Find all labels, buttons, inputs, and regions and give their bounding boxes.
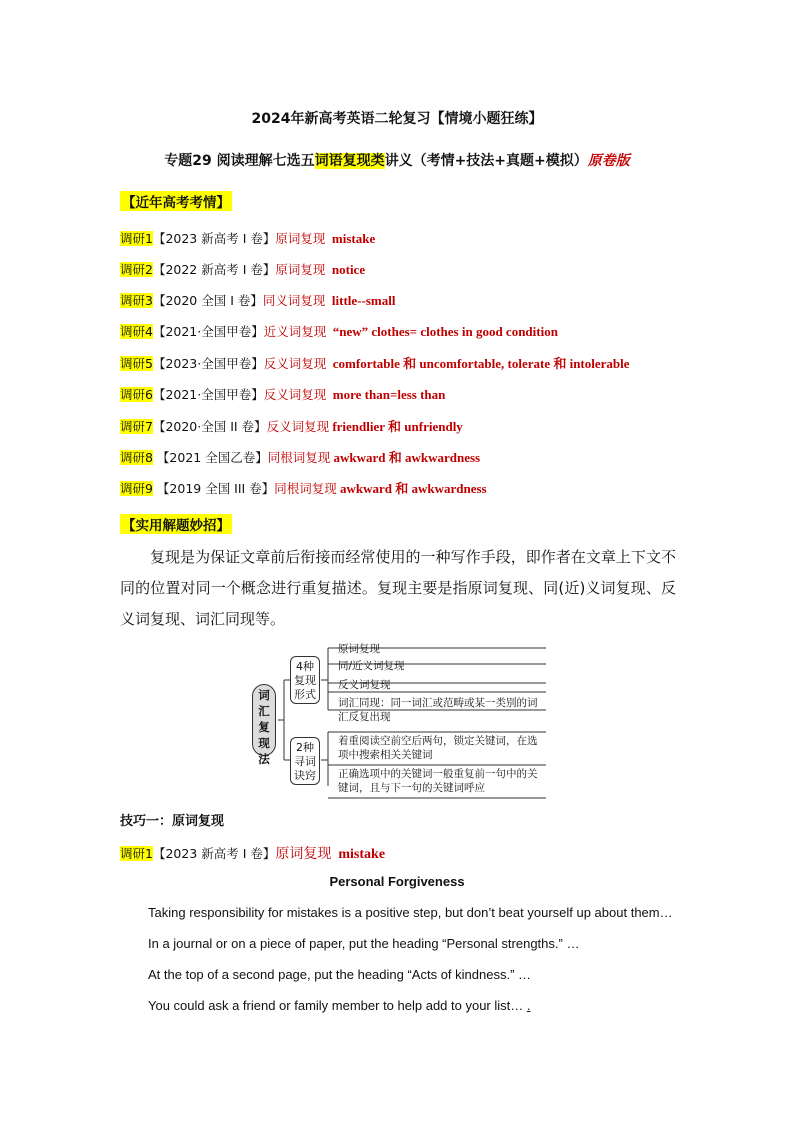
diagram-group-tricks: 2种寻词诀窍 (290, 737, 320, 785)
entry-row (120, 260, 365, 278)
entry-type: 近义词复现 (263, 324, 327, 339)
subtitle-edition: 原卷版 (587, 153, 630, 169)
entry-value: comfortable 和 uncomfortable, tolerate 和 intolerable (332, 356, 630, 371)
intro-paragraph: 复现是为保证文章前后衔接而经常使用的一种写作手段，即作者在文章上下文不同的位置对同一个概念进行重复描述。复现主要是指原词复现、同(近)义词复现、反义词复现、词汇同现等。 (120, 548, 676, 628)
subtitle-content: 讲义（考情+技法+真题+模拟） (384, 153, 588, 169)
passage-blank: . (526, 998, 531, 1013)
entry-source: 【2023 新高考 I 卷】 (152, 846, 276, 861)
entry-label: 调研1 (120, 846, 153, 861)
entry-label: 调研4 (120, 324, 153, 339)
entry-label: 调研8 (120, 450, 153, 465)
document-title: 2024年新高考英语二轮复习【情境小题狂练】 (251, 111, 543, 127)
entry-row (120, 478, 487, 497)
example-entry (120, 843, 385, 863)
entry-type: 同根词复现 (274, 481, 337, 496)
entry-source: 【2021 全国乙卷】 (152, 450, 268, 465)
entry-row (120, 229, 375, 247)
section-heading-exam-trends: 【近年高考考情】 (120, 191, 232, 211)
passage-line (148, 998, 531, 1013)
entry-value: mistake (331, 231, 376, 246)
passage-title: Personal Forgiveness (329, 874, 465, 889)
entry-source: 【2019 全国 III 卷】 (152, 481, 275, 496)
entry-value: mistake (338, 847, 386, 862)
passage-line-text: You could ask a friend or family member to help add to your list… (148, 998, 527, 1013)
entry-source: 【2023 新高考 I 卷】 (152, 231, 276, 246)
entry-type: 反义词复现 (266, 419, 330, 434)
passage-line: In a journal or on a piece of paper, put the heading “Personal strengths.” … (148, 936, 580, 951)
entry-value: awkward 和 awkwardness (339, 481, 487, 496)
entry-value: friendlier 和 unfriendly (332, 419, 463, 434)
diagram-leaf: 原词复现 (338, 643, 380, 655)
document-subtitle (0, 150, 794, 170)
entry-source: 【2021·全国甲卷】 (152, 324, 264, 339)
entry-row (120, 416, 463, 435)
entry-type: 原词复现 (275, 846, 332, 862)
diagram-leaf: 同/近义词复现 (338, 660, 405, 672)
entry-label: 调研7 (120, 419, 153, 434)
entry-type: 同义词复现 (262, 293, 326, 308)
entry-type: 原词复现 (275, 262, 326, 277)
diagram-leaf: 词汇同现：同一词汇或范畴或某一类别的词汇反复出现 (338, 697, 538, 723)
entry-value: notice (331, 262, 366, 277)
entry-label: 调研6 (120, 387, 153, 402)
entry-type: 同根词复现 (267, 450, 331, 465)
passage-line: At the top of a second page, put the heading “Acts of kindness.” … (148, 967, 532, 982)
tip-heading: 技巧一：原词复现 (120, 814, 225, 829)
entry-label: 调研9 (120, 481, 153, 496)
diagram-leaf: 着重阅读空前空后两句，锁定关键词，在选项中搜索相关关键词 (338, 735, 538, 761)
diagram-leaf: 反义词复现 (338, 679, 391, 691)
subtitle-topic: 专题29 阅读理解七选五 (164, 153, 315, 169)
entry-row (120, 322, 558, 340)
entry-source: 【2021·全国甲卷】 (152, 387, 264, 402)
entry-source: 【2023·全国甲卷】 (152, 356, 264, 371)
entry-row (120, 291, 395, 309)
entry-value: more than=less than (332, 387, 446, 402)
entry-source: 【2020·全国 II 卷】 (152, 419, 267, 434)
passage-line: Taking responsibility for mistakes is a positive step, but don’t beat yourself up about them… (148, 905, 673, 920)
subtitle-highlight: 词语复现类 (314, 153, 385, 169)
entry-row (120, 447, 480, 466)
entry-row (120, 385, 445, 403)
entry-row (120, 353, 630, 372)
entry-label: 调研2 (120, 262, 153, 277)
reproduction-diagram (250, 640, 550, 800)
entry-type: 原词复现 (275, 231, 326, 246)
entry-label: 调研3 (120, 293, 153, 308)
entry-type: 反义词复现 (263, 356, 327, 371)
diagram-group-forms: 4种复现形式 (290, 656, 320, 704)
entry-value: little--small (331, 293, 396, 308)
entry-label: 调研1 (120, 231, 153, 246)
entry-value: awkward 和 awkwardness (333, 450, 481, 465)
diagram-leaf: 正确选项中的关键词一般重复前一句中的关键词，且与下一句的关键词呼应 (338, 768, 538, 794)
section-heading-tips: 【实用解题妙招】 (120, 514, 232, 534)
entry-label: 调研5 (120, 356, 153, 371)
entry-value: “new” clothes= clothes in good condition (332, 324, 558, 339)
diagram-root: 词汇复现法 (252, 684, 276, 756)
entry-source: 【2020 全国 I 卷】 (152, 293, 263, 308)
entry-type: 反义词复现 (263, 387, 327, 402)
entry-source: 【2022 新高考 I 卷】 (152, 262, 276, 277)
